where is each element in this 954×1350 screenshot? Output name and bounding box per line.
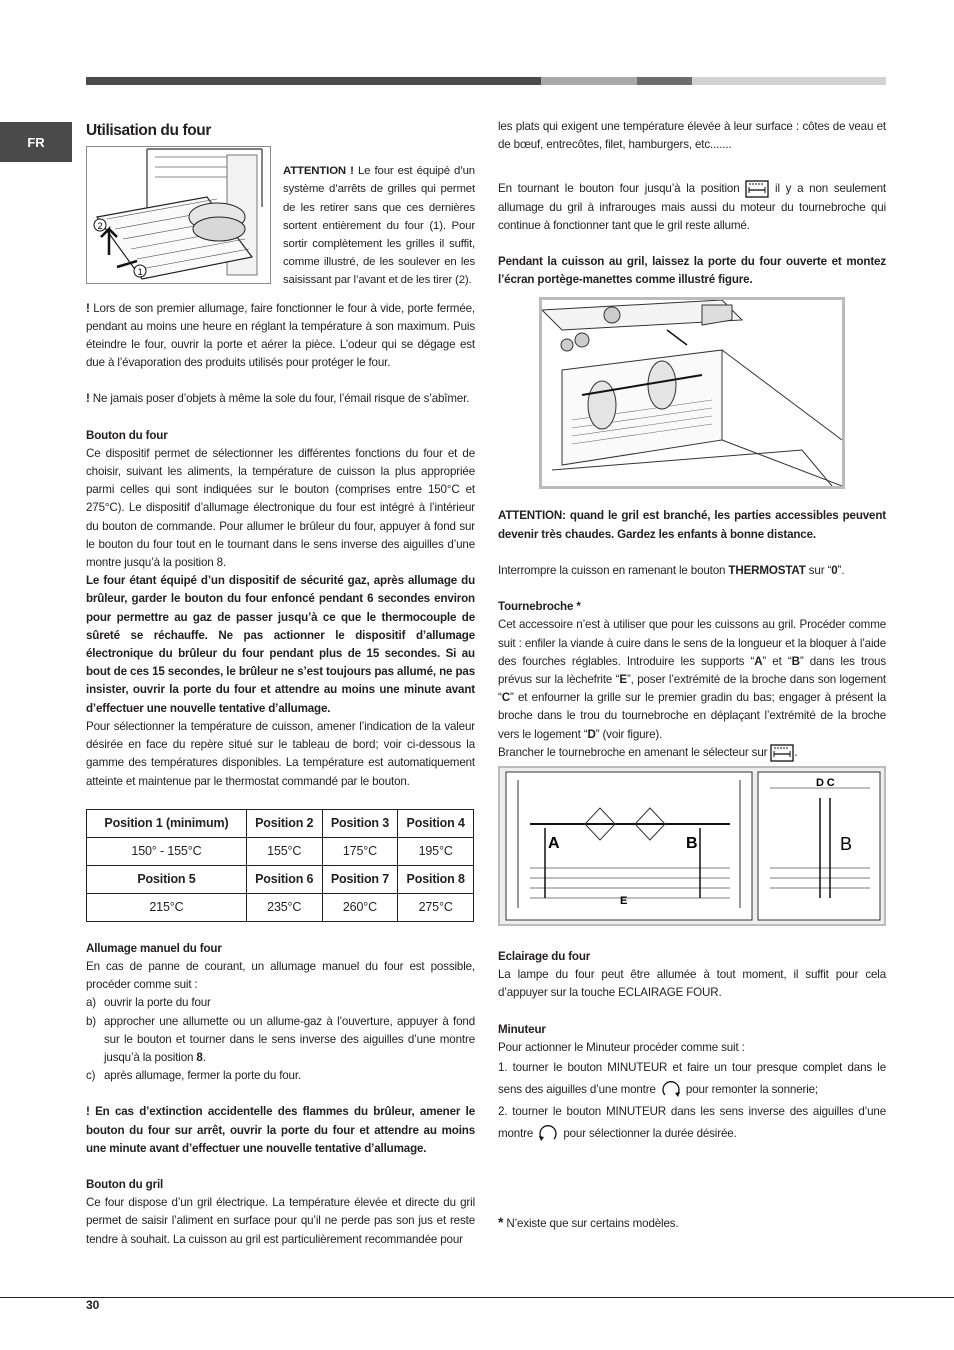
text-part: pour remonter la sonnerie; [682,1083,818,1097]
table-cell: 215°C [87,893,247,921]
table-cell: 235°C [246,893,322,921]
fig-label: B [840,833,852,854]
top-bar-segment [692,77,886,85]
warning-text: Lors de son premier allumage, faire fonctionner le four à vide, porte fermée, pendant au moins une heure en réglant la température à son maximum. Puis éteindre le four, ouvrir la porte et aérer la pièce. L’odeur qui se dégage est due à l’évaporation des produits utilisés pour protéger le four. [86,301,475,370]
body-paragraph: les plats qui exigent une température élevée à leur surface : côtes de veau et de bœuf, entrecôtes, filet, hamburgers, etc....... [498,120,886,152]
table-header-cell: Position 1 (minimum) [87,809,247,837]
subsection-title: Minuteur [498,1022,546,1036]
text-bold: E [619,672,627,686]
table-cell: 260°C [322,893,398,921]
body-paragraph [498,562,886,580]
list-item [86,1067,475,1085]
attention-paragraph [283,162,475,289]
subsection-title: Eclairage du four [498,949,591,963]
top-bar-segment [86,77,541,85]
list-text-part: approcher une allumette ou un allume-gaz à l’ouverture, appuyer à fond sur le bouton et tourner dans le sens inverse des aiguilles d’une montre jusqu’à la position [104,1014,475,1064]
warning-mark: ! [86,1105,90,1119]
table-header-cell: Position 6 [246,865,322,893]
text-part: ” et “ [762,654,792,668]
list-item [86,994,475,1012]
section-title: Utilisation du four [86,122,211,139]
table-header-cell: Position 4 [398,809,474,837]
body-paragraph [498,180,886,235]
subsection-title: Bouton du four [86,428,168,442]
list-text: ouvrir la porte du four [104,996,211,1010]
fig-label: B [686,834,698,852]
body-paragraph [498,1057,886,1101]
text-part: ”, poser l’extrémité de la broche dans son logement “ [498,672,886,705]
rotisserie-grill-icon [745,180,769,198]
list-text [104,1013,475,1068]
bold-paragraph: Le four étant équipé d’un dispositif de sécurité gaz, après allumage du brûleur, garder le bouton du four enfoncé pendant 6 secondes environ pour permettre au gaz de passer jusqu’à ce que le thermocouple de sûreté se réchauffe. Ne pas actionner le dispositif d’allumage électronique du brûleur du four pendant plus de 15 secondes. Si au bout de ces 15 secondes, le brûleur ne s’est toujours pas allumé, ne pas insister, ouvrir la porte du four et attendre au moins une minute avant d’effectuer une nouvelle tentative d’allumage. [86,574,475,715]
text-part: 2. tourner le bouton MINUTEUR dans les sens inverse des aiguilles d’une montre [498,1105,886,1141]
table-cell: 175°C [322,837,398,865]
body-paragraph: En cas de panne de courant, un allumage manuel du four est possible, procéder comme suit : [86,959,475,992]
text-part: En tournant le bouton four jusqu’à la position [498,182,740,196]
right-column [498,118,886,1233]
body-paragraph: Pour sélectionner la température de cuisson, amener l’indication de la valeur désirée en face du repère situé sur le tableau de bord; voir ci-dessous la gamme des températures disponibles. La température est automatiquement atteinte et maintenue par le thermostat commandé par le bouton. [86,719,475,788]
list-text-part: . [202,1050,206,1064]
footnote [498,1213,886,1233]
list-key: c) [86,1069,96,1083]
bold-paragraph: Pendant la cuisson au gril, laissez la porte du four ouverte et montez l’écran portège-manettes comme illustré figure. [498,255,886,287]
grill-door-illustration [539,297,845,489]
warning-mark: ! [86,392,90,406]
table-row [87,809,474,837]
shelf-removal-illustration [86,146,271,284]
language-tab: FR [0,122,72,162]
text-part: ” dans les trous prévus sur la lèchefrite “ [498,654,886,686]
text-bold: C [501,691,510,705]
table-header-cell: Position 7 [322,865,398,893]
fig-label: A [548,834,560,852]
left-column [86,118,475,1249]
table-row [87,837,474,865]
text-part: Interrompre la cuisson en ramenant le bouton [498,563,729,577]
text-bold: THERMOSTAT [728,563,806,577]
page-number: 30 [86,1298,100,1312]
clockwise-arrow-icon [659,1079,683,1101]
body-paragraph: Pour actionner le Minuteur procéder comme suit : [498,1040,745,1054]
text-part: Brancher le tournebroche en amenant le sélecteur sur [498,745,768,759]
list-text-bold: 8 [196,1050,203,1064]
fig-label: E [620,894,628,907]
body-paragraph [498,744,886,762]
text-part: ” (voir figure). [595,727,663,741]
warning-paragraph [86,390,475,408]
table-row [87,865,474,893]
warning-paragraph [86,1103,475,1158]
table-cell: 195°C [398,837,474,865]
text-part: 1. tourner le bouton MINUTEUR et faire un tour presque complet dans le sens des aiguilles d’une montre [498,1061,886,1097]
text-bold: B [791,654,800,668]
text-part: il y a non seulement allumage du gril à infrarouges mais aussi du moteur du tournebroche qui continue à fonctionner tant que le gril reste allumé. [498,182,886,232]
text-part: pour sélectionner la durée désirée. [560,1127,737,1141]
top-bar-segment [541,77,637,85]
warning-text: Ne jamais poser d’objets à même la sole du four, l’émail risque de s’abîmer. [89,392,470,406]
fig-label: 1 [137,267,143,278]
text-part: Cet accessoire n’est à utiliser que pour les cuissons au gril. Procéder comme suit : enfiler la viande à cuire dans le sens de la longueur et la bloquer à l’aide des fourches réglables. Introduire les supports “ [498,618,886,668]
warning-text: En cas d’extinction accidentelle des flammes du brûleur, amener le bouton du four sur arrêt, ouvrir la porte du four et attendre au moins une minute avant d’effectuer une nouvelle tentative d’allumage. [86,1105,475,1155]
body-paragraph: Ce dispositif permet de sélectionner les différentes fonctions du four et de choisir, suivant les aliments, la température de cuisson la plus appropriée parmi celles qui sont indiquées sur le bouton (comprises entre 150°C et 275°C). Le dispositif d’allumage électronique du four est intégré à l’intérieur du bouton de commande. Pour allumer le brûleur du four, appuyer à fond sur le bouton du four tout en le tournant dans le sens inverse des aiguilles d’une montre jusqu’à la position 8. [86,446,475,570]
warning-paragraph [86,300,475,373]
table-header-cell: Position 2 [246,809,322,837]
text-part: ” et enfourner la grille sur le premier gradin du bas; engager à présent la broche dans le trou du tournebroche en déplaçant l’extrémité de la broche vers le logement “ [498,691,886,741]
footnote-mark: * [498,1214,504,1231]
fig-label: 2 [97,221,103,232]
counterclockwise-arrow-icon [536,1123,560,1145]
table-header-cell: Position 5 [87,865,247,893]
attention-label: ATTENTION ! [283,165,354,178]
table-cell: 155°C [246,837,322,865]
footer-rule [0,1297,954,1298]
body-paragraph [498,616,886,743]
table-cell: 275°C [398,893,474,921]
list-key: a) [86,996,97,1010]
subsection-title: Bouton du gril [86,1177,164,1191]
fig-label: D C [816,776,835,789]
subsection-title: Allumage manuel du four [86,941,222,955]
top-color-bar [86,77,886,85]
list-key: b) [86,1014,97,1028]
text-part: . [794,745,798,759]
attention-paragraph: ATTENTION: quand le gril est branché, les parties accessibles peuvent devenir très chaudes. Gardez les enfants à bonne distance. [498,509,886,541]
attention-text: Le four est équipé d’un système d’arrêts de grilles qui permet de les retirer sans que ces dernières sortent entièrement du four (1). Pour sortir complètement les grilles il suffit, comme illustré, de les soulever en les saisissant par l’avant et de les tirer (2). [283,165,475,287]
text-bold: A [754,654,763,668]
list-text: après allumage, fermer la porte du four. [104,1069,301,1083]
body-paragraph [498,1101,886,1145]
table-row [87,893,474,921]
table-cell: 150° - 155°C [87,837,247,865]
text-part: ”. [837,563,845,577]
table-header-cell: Position 8 [398,865,474,893]
rotisserie-illustration [498,766,886,926]
text-bold: D [587,727,596,741]
warning-mark: ! [86,301,90,315]
footnote-text: N’existe que sur certains modèles. [503,1217,679,1231]
text-part: sur “ [805,563,832,577]
subsection-title: Tournebroche * [498,600,581,614]
temperature-table [86,809,474,922]
table-header-cell: Position 3 [322,809,398,837]
top-bar-segment [637,77,692,85]
body-paragraph: La lampe du four peut être allumée à tout moment, il suffit pour cela d’appuyer sur la touche ECLAIRAGE FOUR. [498,968,886,1000]
rotisserie-grill-icon [770,744,794,762]
list-item [86,1013,475,1068]
text-bold: 0 [831,563,838,577]
body-paragraph: Ce four dispose d’un gril électrique. La température élevée et directe du gril permet de saisir l’aliment en surface pour qu’il ne perde pas son jus et reste tendre à souhait. La cuisson au gril est particulièrement recommandée pour [86,1196,475,1246]
